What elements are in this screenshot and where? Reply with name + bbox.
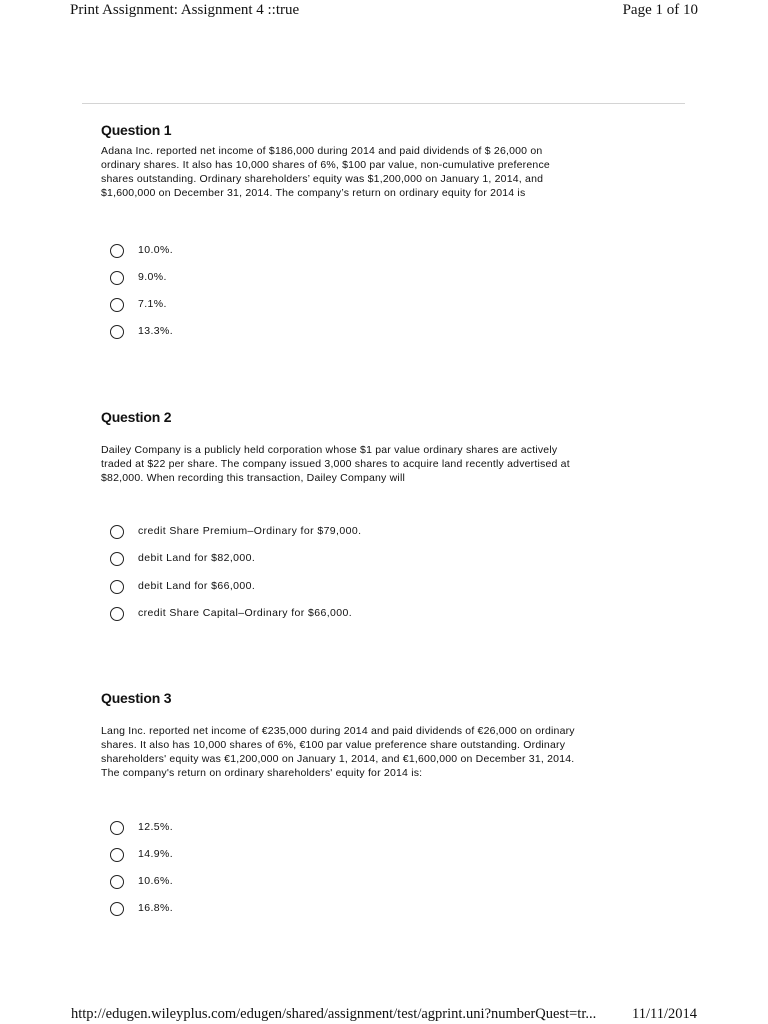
radio-button[interactable]	[110, 298, 124, 312]
answer-choice[interactable]	[110, 297, 510, 315]
radio-button[interactable]	[110, 580, 124, 594]
page-number: Page 1 of 10	[622, 2, 698, 18]
question-2	[101, 409, 671, 485]
answer-choice[interactable]	[110, 551, 510, 569]
answer-choice[interactable]	[110, 847, 510, 865]
radio-button[interactable]	[110, 325, 124, 339]
answer-label: 12.5%.	[138, 821, 174, 833]
answer-choice[interactable]	[110, 874, 510, 892]
answer-choice[interactable]	[110, 524, 510, 542]
answer-choice[interactable]	[110, 901, 510, 919]
answer-label: debit Land for $66,000.	[138, 580, 256, 592]
answer-choice[interactable]	[110, 270, 510, 288]
print-footer	[0, 1004, 768, 1024]
answer-label: 7.1%.	[138, 298, 167, 310]
answer-choice[interactable]	[110, 820, 510, 838]
answer-choice[interactable]	[110, 243, 510, 261]
answer-label: 10.6%.	[138, 875, 174, 887]
radio-button[interactable]	[110, 271, 124, 285]
question-text: Adana Inc. reported net income of $186,000 during 2014 and paid dividends of $ 26,000 on ordinary shares. It also has 10,000 shares of 6%, $100 par value, non-cumulative preference shares outstanding. Ordinary shareholders’ equity was $1,200,000 on January 1, 2014, and $1,600,000 on December 31, 2014. The company’s return on ordinary equity for 2014 is	[101, 145, 550, 199]
question-title: Question 1	[101, 122, 172, 138]
answer-choice[interactable]	[110, 606, 510, 624]
radio-button[interactable]	[110, 607, 124, 621]
answer-label: 13.3%.	[138, 325, 174, 337]
question-text: Dailey Company is a publicly held corporation whose $1 par value ordinary shares are actively traded at $22 per share. The company issued 3,000 shares to acquire land recently advertised at $82,000. When recording this transaction, Dailey Company will	[101, 444, 570, 484]
radio-button[interactable]	[110, 875, 124, 889]
print-date: 11/11/2014	[632, 1006, 697, 1022]
print-header	[0, 0, 768, 24]
question-title: Question 2	[101, 409, 172, 425]
answer-label: 9.0%.	[138, 271, 167, 283]
radio-button[interactable]	[110, 552, 124, 566]
answer-label: 16.8%.	[138, 902, 174, 914]
answer-label: 14.9%.	[138, 848, 174, 860]
answer-label: 10.0%.	[138, 244, 174, 256]
answer-choice[interactable]	[110, 324, 510, 342]
radio-button[interactable]	[110, 244, 124, 258]
divider	[82, 103, 685, 104]
question-1	[101, 122, 671, 200]
radio-button[interactable]	[110, 821, 124, 835]
answer-label: debit Land for $82,000.	[138, 552, 256, 564]
radio-button[interactable]	[110, 902, 124, 916]
question-text: Lang Inc. reported net income of €235,000 during 2014 and paid dividends of €26,000 on ordinary shares. It also has 10,000 shares of 6%, €100 par value preference share outstanding. Ordinary shareholders' equity was €1,200,000 on January 1, 2014, and €1,600,000 on December 31, 2014. The company's return on ordinary shareholders' equity for 2014 is:	[101, 725, 575, 779]
radio-button[interactable]	[110, 525, 124, 539]
print-title: Print Assignment: Assignment 4 ::true	[70, 2, 300, 18]
answer-label: credit Share Capital–Ordinary for $66,000.	[138, 607, 353, 619]
question-title: Question 3	[101, 690, 172, 706]
radio-button[interactable]	[110, 848, 124, 862]
page-url: http://edugen.wileyplus.com/edugen/shared/assignment/test/agprint.uni?numberQuest=tr...	[71, 1006, 597, 1022]
answer-label: credit Share Premium–Ordinary for $79,000.	[138, 525, 362, 537]
question-3	[101, 690, 671, 780]
answer-choice[interactable]	[110, 579, 510, 597]
